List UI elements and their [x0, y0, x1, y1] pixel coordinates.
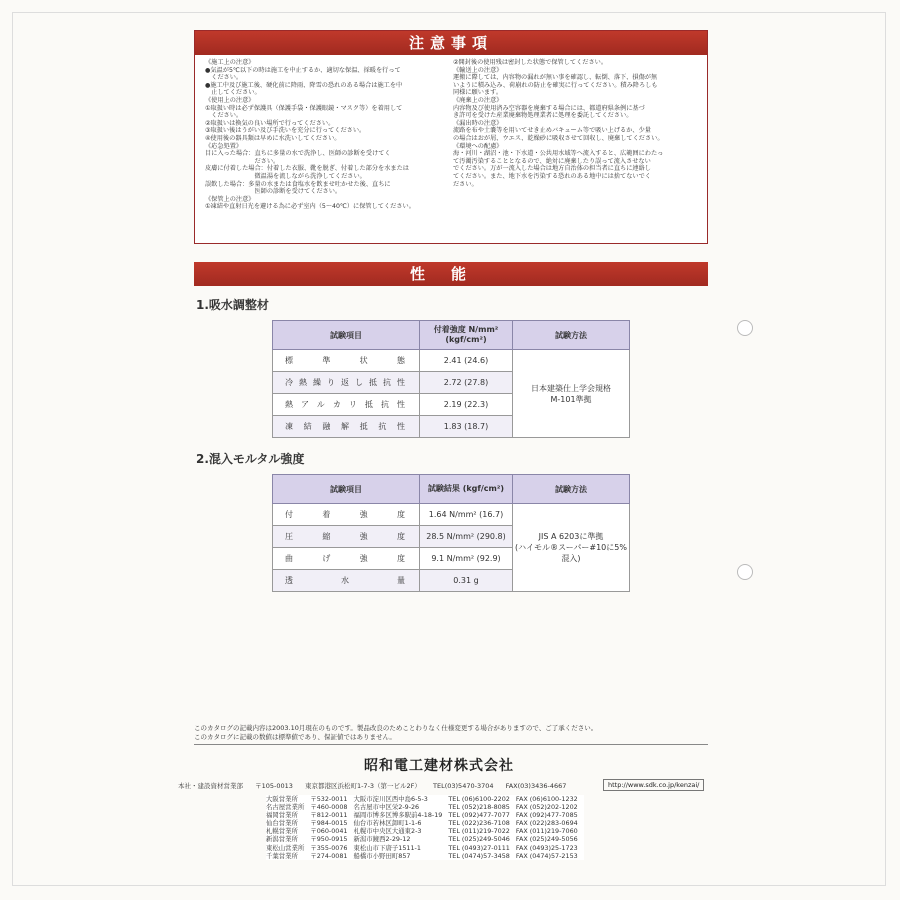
office-fax: FAX (092)477-7085 — [515, 811, 578, 820]
hq-zip: 〒105-0013 — [255, 782, 293, 790]
head-office — [178, 781, 576, 790]
office-name: 仙台営業所 — [266, 819, 298, 828]
row-value: 2.41 (24.6) — [420, 350, 513, 372]
office-fax: FAX (022)283-0694 — [515, 819, 578, 828]
caution-line: 目に入った場合：直ちに多量の水で洗浄し、医師の診断を受けてく — [205, 150, 391, 158]
caution-line: 誤飲した場合：多量の水または食塩水を飲ませ吐かせた後、直ちに — [205, 180, 391, 188]
office-row — [266, 835, 584, 843]
caution-line: 海・河川・湖沼・池・下水道・公共用水域等へ流入すると、広範囲にわたっ — [453, 150, 664, 158]
row-item: 圧縮強度 — [273, 526, 420, 548]
office-tel: TEL (092)477-7077 — [448, 811, 510, 820]
caution-line: 《輸送上の注意》 — [453, 66, 503, 74]
office-zip: 〒060-0041 — [310, 827, 348, 836]
caution-line: ③取扱い後はうがい及び手洗いを充分に行ってください。 — [205, 127, 366, 135]
office-zip: 〒812-0011 — [310, 811, 348, 820]
office-zip: 〒274-0081 — [310, 851, 348, 860]
method-line2: (ハイモル®スーパー#10に5%混入) — [515, 543, 627, 563]
office-row — [266, 811, 584, 819]
office-zip: 〒460-0008 — [310, 803, 348, 812]
hq-address: 東京都港区浜松町1-7-3（第一ビル2F） — [304, 782, 421, 790]
office-row — [266, 852, 584, 860]
office-name: 大阪営業所 — [266, 795, 298, 803]
caution-line: ②開封後の使用残は密封した状態で保管してください。 — [453, 59, 608, 66]
hq-name: 本社・建設資材営業部 — [178, 782, 243, 790]
caution-line: ください。 — [205, 74, 243, 82]
row-value: 1.64 N/mm² (16.7) — [420, 504, 513, 526]
caution-title: 注意事項 — [195, 31, 707, 55]
header-method: 試験方法 — [513, 321, 630, 350]
caution-line: き許可を受けた産業廃棄物処理業者に処理を委託してください。 — [453, 112, 633, 120]
caution-line: 止してください。 — [205, 89, 261, 97]
website-url[interactable]: http://www.sdk.co.jp/kenzai/ — [603, 779, 704, 791]
caution-line: ください。 — [205, 112, 243, 120]
office-address: 船橋市小野田町857 — [353, 851, 411, 860]
caution-line: ●施工中及び施工後、硬化前に降雨、降雪の恐れのある場合は施工を中 — [205, 81, 403, 89]
caution-left-column — [205, 59, 453, 211]
office-tel: TEL (06)6100-2202 — [448, 795, 510, 803]
caution-line: 内容物及び使用済み空容器を廃棄する場合には、都道府県条例に基づ — [453, 104, 645, 112]
method-line1: 日本建築仕上学会規格 — [531, 383, 611, 393]
office-zip: 〒532-0011 — [310, 795, 348, 803]
office-address: 新潟市鏡西2-29-12 — [353, 835, 411, 844]
performance-title: 性能 — [194, 262, 708, 286]
hq-fax: FAX(03)3436-4667 — [505, 782, 567, 790]
binder-hole — [737, 320, 753, 336]
caution-line: 同様に願います。 — [453, 89, 503, 97]
method-line2: M-101準拠 — [550, 394, 592, 404]
office-name: 千葉営業所 — [266, 851, 298, 860]
office-fax: FAX (06)6100-1232 — [515, 795, 578, 803]
caution-line: 《施工上の注意》 — [205, 59, 255, 66]
header-value: 試験結果 (kgf/cm²) — [420, 475, 513, 504]
row-item: 付着強度 — [273, 504, 420, 526]
caution-line: ①凍結や直射日光を避ける為に必ず室内（5〜40℃）に保管してください。 — [205, 203, 415, 211]
binder-hole — [737, 564, 753, 580]
row-value: 2.72 (27.8) — [420, 372, 513, 394]
office-name: 東松山営業所 — [266, 843, 305, 852]
office-fax: FAX (011)219-7060 — [515, 827, 578, 836]
section2-title: 2.混入モルタル強度 — [196, 452, 305, 466]
office-zip: 〒984-0015 — [310, 819, 348, 828]
office-tel: TEL (022)236-7108 — [448, 819, 510, 828]
row-value: 1.83 (18.7) — [420, 416, 513, 438]
caution-line: ださい。 — [453, 180, 478, 188]
caution-line: 流路を布や土嚢等を用いてせき止めバキューム等で吸い上げるか、少量 — [453, 127, 651, 135]
header-value: 付着強度 N/mm² (kgf/cm²) — [420, 321, 513, 350]
office-name: 新潟営業所 — [266, 835, 298, 844]
office-row — [266, 795, 584, 803]
section1-title: 1.吸水調整材 — [196, 298, 269, 312]
mortar-table — [272, 474, 630, 592]
office-row — [266, 803, 584, 811]
caution-line: 《保管上の注意》 — [205, 195, 255, 203]
row-item: 透水量 — [273, 570, 420, 592]
caution-line: 《使用上の注意》 — [205, 96, 255, 104]
caution-line: でください。万が一流入した場合は地方自治体の担当者に直ちに連絡し — [453, 165, 651, 173]
caution-line: いように積み込み、荷崩れの防止を確実に行ってください。積み降ろしも — [453, 81, 658, 89]
table-row — [273, 504, 630, 526]
method-cell — [513, 350, 630, 438]
row-value: 28.5 N/mm² (290.8) — [420, 526, 513, 548]
absorption-table — [272, 320, 630, 438]
header-item: 試験項目 — [273, 475, 420, 504]
office-address: 大阪市淀川区西中島6-5-3 — [353, 795, 428, 803]
caution-line: ④使用後の器具類は早めに水洗いしてください。 — [205, 134, 341, 142]
office-address: 仙台市若林区卸町1-1-6 — [353, 819, 422, 828]
company-name: 昭和電工建材株式会社 — [364, 758, 514, 774]
office-tel: TEL (0493)27-0111 — [448, 843, 510, 852]
office-fax: FAX (0474)57-2153 — [515, 851, 578, 860]
office-tel: TEL (011)219-7022 — [448, 827, 510, 836]
row-item: 標準状態 — [273, 350, 420, 372]
office-tel: TEL (052)218-8085 — [448, 803, 510, 812]
method-line1: JIS A 6203に準拠 — [538, 532, 604, 541]
hq-tel: TEL(03)5470-3704 — [433, 782, 494, 790]
office-fax: FAX (0493)25-1723 — [515, 843, 578, 852]
divider — [194, 744, 708, 745]
method-cell — [513, 504, 630, 592]
caution-line: 《環境への配慮》 — [453, 142, 503, 150]
office-address: 福岡市博多区博多駅前4-18-19 — [353, 811, 443, 820]
row-item: 曲げ強度 — [273, 548, 420, 570]
caution-line: 《漏出時の注意》 — [453, 119, 503, 127]
caution-line: 皮膚に付着した場合：付着した衣服、靴を脱ぎ、付着した部分を水または — [205, 165, 409, 173]
caution-line: 微温湯を流しながら洗浄してください。 — [205, 172, 366, 180]
caution-line: ●気温が5℃以下の時は施工を中止するか、適切な保温、採暖を行って — [205, 66, 401, 74]
caution-line: 《廃棄上の注意》 — [453, 96, 503, 104]
offices-list — [266, 795, 584, 860]
office-fax: FAX (052)202-1202 — [515, 803, 578, 812]
header-method: 試験方法 — [513, 475, 630, 504]
office-address: 名古屋市中区栄2-9-26 — [353, 803, 420, 812]
caution-line: て汚濁汚染することとなるので、絶対に廃棄したり誤って流入させない — [453, 157, 651, 165]
footer-note: このカタログに記載の数値は標準値であり、保証値ではありません。 — [194, 733, 396, 741]
row-item: 冷熱繰り返し抵抗性 — [273, 372, 420, 394]
row-value: 0.31 g — [420, 570, 513, 592]
caution-line: ださい。 — [205, 157, 280, 165]
caution-line: 医師の診断を受けてください。 — [205, 188, 342, 196]
office-name: 福岡営業所 — [266, 811, 298, 820]
row-item: 凍結融解抵抗性 — [273, 416, 420, 438]
office-name: 名古屋営業所 — [266, 803, 305, 812]
caution-line: 運搬に際しては、内容物の漏れが無い事を確認し、転倒、落下、損傷が無 — [453, 74, 658, 82]
office-zip: 〒355-0076 — [310, 843, 348, 852]
caution-line: の場合はおが屑、ウエス、乾燥砂に吸収させて回収し、廃棄してください。 — [453, 134, 664, 142]
row-value: 2.19 (22.3) — [420, 394, 513, 416]
office-row — [266, 819, 584, 827]
office-tel: TEL (0474)57-3458 — [448, 851, 510, 860]
office-address: 東松山市下唐子1511-1 — [353, 843, 421, 852]
caution-section — [194, 30, 708, 244]
office-row — [266, 844, 584, 852]
caution-line: ①取扱い時は必ず保護具（保護手袋・保護眼鏡・マスク等）を着用して — [205, 104, 403, 112]
caution-line: ②取扱いは換気の良い場所で行ってください。 — [205, 119, 335, 127]
office-fax: FAX (025)249-5056 — [515, 835, 578, 844]
footer-note: このカタログの記載内容は2003.10月現在のものです。製品改良のためことわりなく仕様変更する場合がありますので、ご了承ください。 — [194, 724, 598, 732]
caution-line: 《応急処置》 — [205, 142, 243, 150]
office-tel: TEL (025)249-5046 — [448, 835, 510, 844]
office-row — [266, 827, 584, 835]
caution-line: てください。また、地下水を汚染する恐れのある地中には捨てないでく — [453, 172, 651, 180]
footer-notes — [194, 724, 597, 742]
row-value: 9.1 N/mm² (92.9) — [420, 548, 513, 570]
office-zip: 〒950-0915 — [310, 835, 348, 844]
table-row — [273, 350, 630, 372]
row-item: 熱アルカリ抵抗性 — [273, 394, 420, 416]
caution-right-column — [453, 59, 701, 211]
header-item: 試験項目 — [273, 321, 420, 350]
office-address: 札幌市中央区大通東2-3 — [353, 827, 422, 836]
office-name: 札幌営業所 — [266, 827, 298, 836]
